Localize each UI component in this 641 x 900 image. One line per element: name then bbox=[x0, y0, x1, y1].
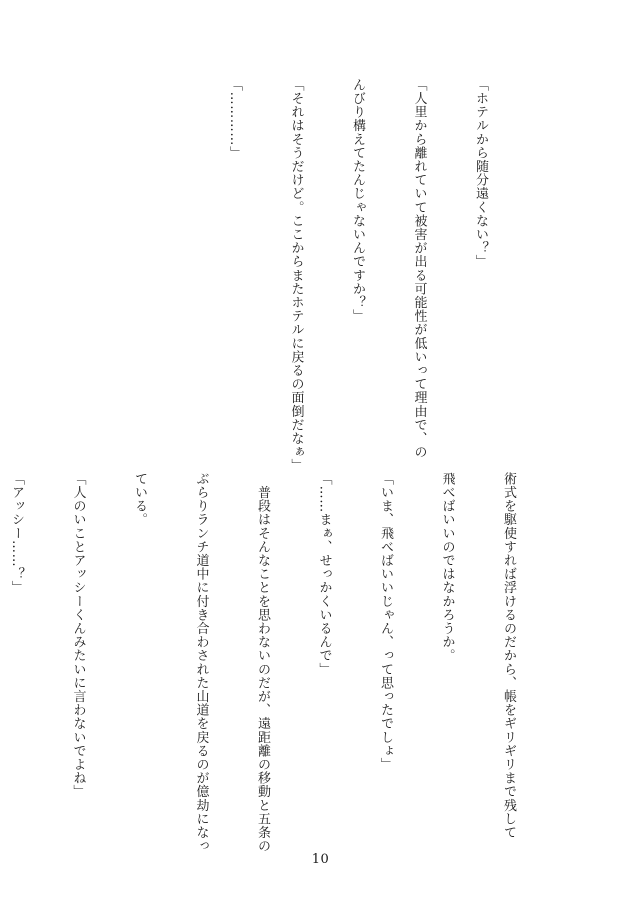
text-line: 「アッシー……？」 bbox=[9, 472, 24, 595]
text-line: 「……まぁ、せっかくいるんで」 bbox=[316, 472, 332, 676]
narrative-block-bottom bbox=[0, 472, 559, 853]
text-line: 飛べばいいのではなかろうか。 bbox=[439, 472, 455, 663]
dialogue-block-top bbox=[183, 78, 532, 473]
text-line: ている。 bbox=[132, 472, 147, 527]
text-line: 「…………」 bbox=[227, 78, 242, 160]
text-line: 普段はそんなことを思わないのだが、遠距離の移動と五条の bbox=[255, 472, 270, 853]
text-line: 術式を駆使すれば浮けるのだから、帳をギリギリまで残して bbox=[501, 472, 516, 840]
page-number: 10 bbox=[311, 852, 330, 867]
text-line: 「人のいことアッシーくんみたいに言わないでよね」 bbox=[70, 472, 86, 799]
text-line: ぶらりランチ道中に付き合わされた山道を戻るのが億劫になっ bbox=[193, 472, 209, 853]
text-line: 「人里から離れていて被害が出る可能性が低いって理由で、の bbox=[411, 78, 427, 459]
text-line: 「ホテルから随分遠くない？」 bbox=[473, 78, 488, 269]
text-line: 「それはそうだけど。ここからまたホテルに戻るの面倒だなぁ」 bbox=[288, 78, 304, 473]
text-line: 「いま、飛べばいいじゃん、って思ったでしょ」 bbox=[378, 472, 393, 772]
text-line: んびり構えてたんじゃないんですか？」 bbox=[350, 78, 365, 323]
